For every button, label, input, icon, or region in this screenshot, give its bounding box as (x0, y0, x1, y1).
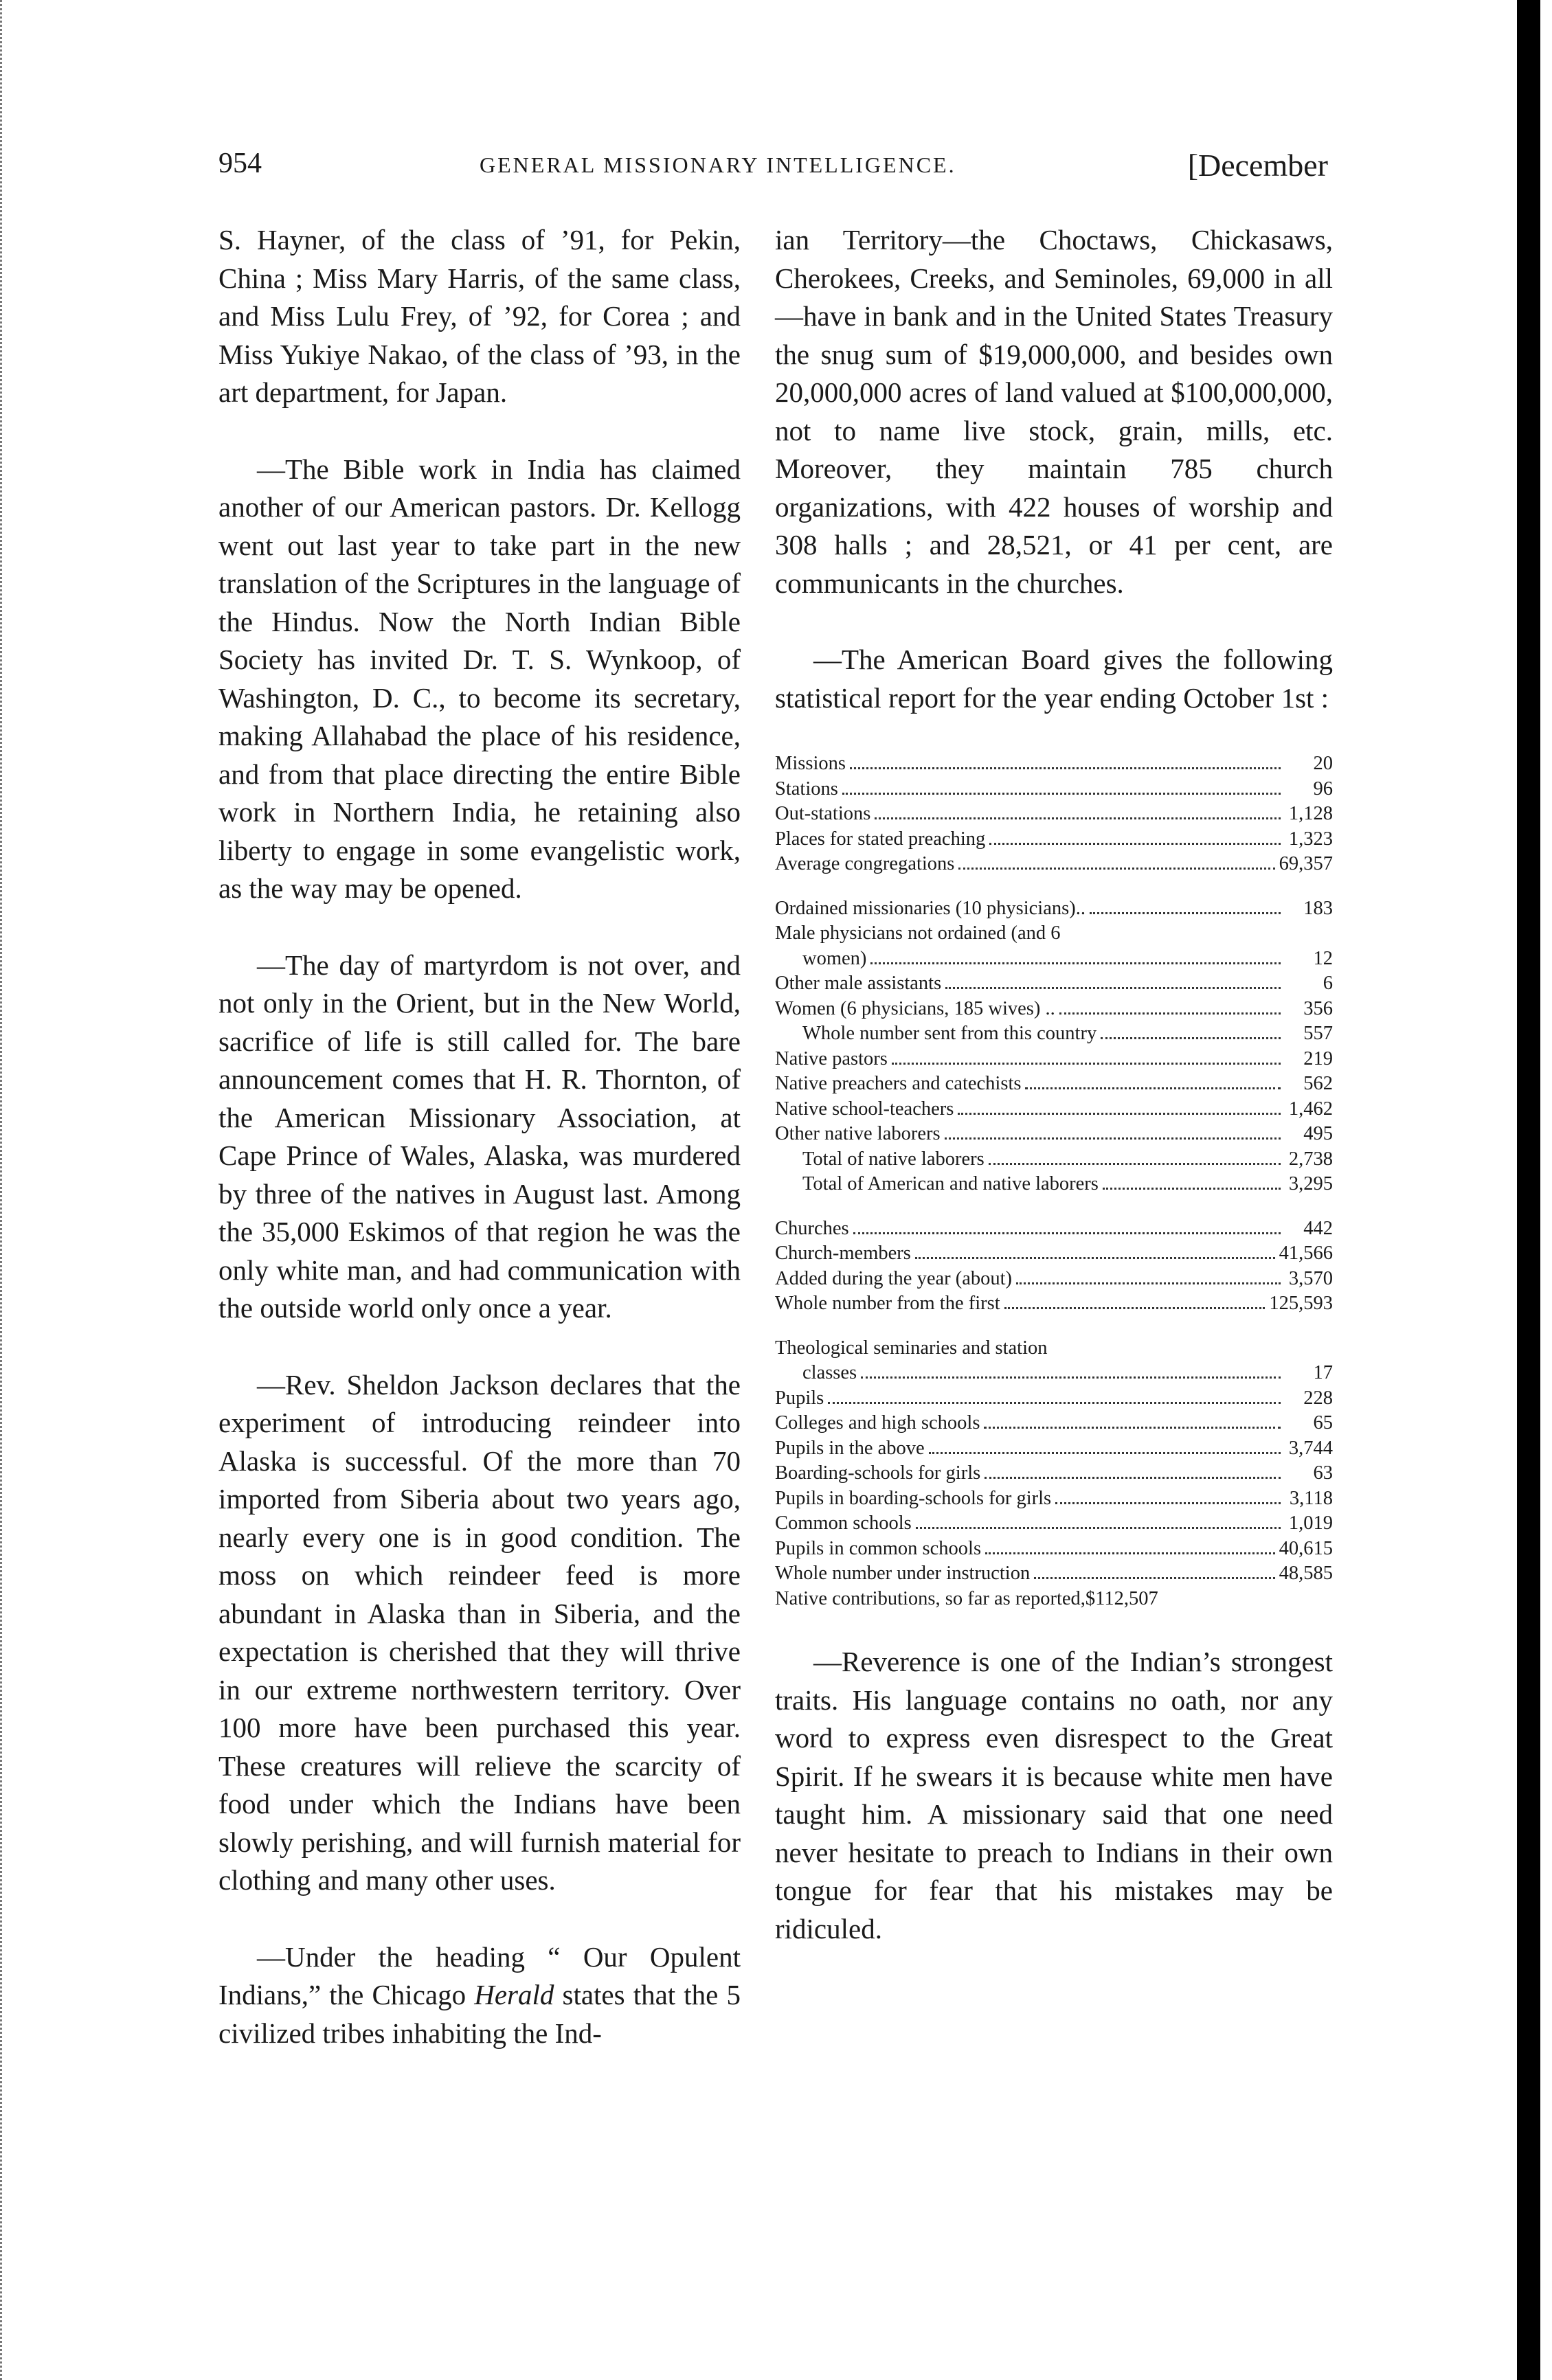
stat-value: 3,295 (1288, 1173, 1333, 1194)
stat-value: 356 (1303, 997, 1333, 1019)
stat-label: Native pastors (775, 1047, 888, 1069)
leader-dots (1034, 1577, 1274, 1579)
stat-row (775, 921, 1333, 947)
stat-value: 40,615 (1279, 1537, 1333, 1559)
stat-label: Average congregations (775, 853, 955, 874)
stat-value: 17 (1313, 1362, 1333, 1383)
stat-value: 219 (1303, 1047, 1333, 1069)
stat-row (775, 1122, 1333, 1147)
month-label: [December (1187, 148, 1328, 183)
stat-row (775, 1411, 1333, 1436)
stat-label: Colleges and high schools (775, 1412, 980, 1433)
leader-dots (1055, 1502, 1281, 1504)
stat-value: 562 (1303, 1073, 1333, 1094)
leader-dots (989, 843, 1281, 845)
stat-value: 69,357 (1279, 853, 1333, 874)
leader-dots (958, 868, 1274, 870)
stat-label-continued: women) (802, 947, 867, 969)
opulent-text-end: states that the 5 civilized tribes inhabiting the Ind- (218, 1979, 741, 2049)
stat-row (775, 827, 1333, 852)
paragraph-american-board: —The American Board gives the following statistical report for the year ending October 1st : (775, 644, 1333, 714)
leader-dots (1025, 1087, 1281, 1089)
stat-value: 3,118 (1289, 1487, 1333, 1509)
stat-row (775, 1072, 1333, 1097)
right-column (775, 221, 1333, 1948)
stat-label: Boarding-schools for girls (775, 1462, 981, 1484)
paragraph-opulent-indians (218, 1938, 741, 2053)
stat-row (775, 1172, 1333, 1197)
stat-value: 1,128 (1288, 803, 1333, 824)
leader-dots (842, 793, 1281, 795)
stat-row (775, 1386, 1333, 1412)
stats-group-laborers (775, 896, 1333, 1197)
stat-row (775, 997, 1333, 1022)
stat-label: Male physicians not ordained (and 6 (775, 922, 1061, 944)
stat-value: 41,566 (1279, 1243, 1333, 1264)
stats-group-schools (775, 1336, 1333, 1612)
stat-label: Whole number sent from this country (802, 1023, 1097, 1044)
stat-label: Ordained missionaries (10 physicians).. (775, 897, 1086, 919)
stat-row (775, 1291, 1333, 1317)
stat-label: Pupils in boarding-schools for girls (775, 1487, 1052, 1509)
leader-dots (958, 1113, 1281, 1115)
stat-label: Out-stations (775, 803, 871, 824)
leader-dots (875, 817, 1281, 819)
stat-label: Total of native laborers (802, 1148, 985, 1170)
stat-label: Women (6 physicians, 185 wives) .. (775, 997, 1055, 1019)
leader-dots (850, 767, 1281, 769)
stat-row (775, 802, 1333, 827)
stat-value: 12 (1313, 947, 1333, 969)
stat-row (775, 1561, 1333, 1587)
stat-row (775, 852, 1333, 877)
paragraph-reindeer: —Rev. Sheldon Jackson declares that the experiment of introducing reindeer into Alaska is successful. Of the more than 70 imported from Siberia about two years ago, nearly every one is in good condition. The moss on which reindeer feed is more abundant in Alaska than in Siberia, and the expectation is cherished that they will thrive in our extreme northwestern territory. Over 100 more have been purchased this year. These creatures will relieve the scarcity of food under which the Indians have been slowly perishing, and will furnish material for clothing and many other uses. (218, 1368, 741, 1896)
stat-value: 183 (1303, 897, 1333, 919)
paragraph-bible-work: —The Bible work in India has claimed another of our American pastors. Dr. Kellogg went out last year to take part in the new translation of the Scriptures in the language of the Hindus. Now the North Indian Bible Society has invited Dr. T. S. Wynkoop, of Washington, D. C., to become its secretary, making Allahabad the place of his residence, and from that place directing the entire Bible work in Northern India, he retaining also liberty to engage in some evangelistic work, as the way may be opened. (218, 453, 741, 904)
stats-group-missions (775, 751, 1333, 877)
stat-value: 65 (1313, 1412, 1333, 1433)
stat-row (775, 1461, 1333, 1486)
stat-label: Native preachers and catechists (775, 1073, 1022, 1094)
leader-dots (945, 1137, 1281, 1140)
stat-row (775, 1267, 1333, 1292)
stat-label: Other male assistants (775, 973, 942, 994)
stat-row (775, 1537, 1333, 1562)
leader-dots (945, 987, 1281, 989)
leader-dots (989, 1163, 1281, 1165)
leader-dots (985, 1552, 1275, 1554)
stat-label: Whole number from the first (775, 1293, 1000, 1314)
stat-row (775, 1361, 1333, 1386)
stat-row (775, 1097, 1333, 1122)
stat-label: Other native laborers (775, 1123, 941, 1144)
stat-value: 2,738 (1288, 1148, 1333, 1170)
leader-dots (1090, 912, 1281, 914)
page-header (218, 147, 1328, 195)
leader-dots (984, 1427, 1281, 1429)
stat-label: Pupils (775, 1387, 824, 1409)
stat-value: 3,570 (1288, 1267, 1333, 1289)
stat-row (775, 1436, 1333, 1462)
stat-row (775, 1336, 1333, 1361)
herald-italic: Herald (474, 1979, 554, 2010)
stat-value: 125,593 (1269, 1293, 1333, 1314)
statistical-report (775, 751, 1333, 1611)
leader-dots (853, 1232, 1281, 1234)
stat-row (775, 1486, 1333, 1512)
leader-dots (916, 1527, 1281, 1529)
stat-label: Church-members (775, 1243, 911, 1264)
stat-row (775, 1587, 1333, 1612)
stat-row (775, 1021, 1333, 1047)
binding-edge (0, 0, 12, 2380)
left-column (218, 221, 741, 2052)
stat-row (775, 777, 1333, 802)
stat-value: 1,019 (1288, 1512, 1333, 1534)
stat-row (775, 971, 1333, 997)
stat-value: 48,585 (1279, 1563, 1333, 1584)
stat-value: 1,462 (1288, 1098, 1333, 1120)
stat-label: Churches (775, 1217, 849, 1239)
leader-dots (892, 1063, 1281, 1065)
stat-value: 63 (1313, 1462, 1333, 1484)
leader-dots (861, 1376, 1281, 1379)
stat-label: Common schools (775, 1512, 912, 1534)
stat-label: Native contributions, so far as reported, (775, 1587, 1086, 1609)
leader-dots (985, 1477, 1281, 1479)
leader-dots (1004, 1307, 1266, 1309)
leader-dots (1016, 1282, 1281, 1284)
stat-label: Total of American and native laborers (802, 1173, 1099, 1194)
stat-label: Missions (775, 753, 846, 774)
stat-value: $112,507 (1085, 1587, 1158, 1609)
stat-label: Pupils in the above (775, 1437, 925, 1459)
stat-label: Stations (775, 778, 838, 800)
stat-label: Theological seminaries and station (775, 1337, 1048, 1359)
leader-dots (1059, 1012, 1281, 1015)
running-title: GENERAL MISSIONARY INTELLIGENCE. (480, 152, 956, 177)
stat-row (775, 947, 1333, 972)
stat-value: 1,323 (1288, 828, 1333, 850)
opulent-text-start: —Under the heading “ Our Opulent Indians,” the Chicago (218, 1940, 741, 2010)
stat-value: 442 (1303, 1217, 1333, 1239)
stat-value: 6 (1323, 973, 1333, 994)
stat-value: 228 (1303, 1387, 1333, 1409)
stat-value: 3,744 (1288, 1437, 1333, 1459)
stat-label: Places for stated preaching (775, 828, 986, 850)
leader-dots (929, 1452, 1281, 1454)
stat-row (775, 1147, 1333, 1172)
stat-row (775, 1216, 1333, 1242)
stat-row (775, 1047, 1333, 1072)
stat-row (775, 1241, 1333, 1267)
leader-dots (828, 1402, 1281, 1404)
paragraph-reverence: —Reverence is one of the Indian’s strongest traits. His language contains no oath, nor any word to express even disrespect to the Great Spirit. If he swears it is because white men have taught him. A missionary said that one need never hesitate to preach to Indians in their own tongue for fear that his mistakes may be ridiculed. (775, 1646, 1333, 1945)
stat-label-continued: classes (802, 1362, 857, 1383)
stat-value: 495 (1303, 1123, 1333, 1144)
stat-row (775, 751, 1333, 777)
stat-label: Native school-teachers (775, 1098, 954, 1120)
stat-row (775, 1511, 1333, 1537)
stat-value: 96 (1313, 778, 1333, 800)
paragraph-indian-territory: ian Territory—the Choctaws, Chickasaws, Cherokees, Creeks, and Seminoles, 69,000 in all—have in bank and in the United States Treasury the snug sum of $19,000,000, and besides own 20,000,000 acres of land valued at $100,000,000, not to name live stock, grain, mills, etc. Moreover, they maintain 785 church organizations, with 422 houses of worship and 308 halls ; and 28,521, or 41 per cent, are communicants in the churches. (775, 224, 1333, 599)
leader-dots (1103, 1188, 1281, 1190)
stat-value: 557 (1303, 1023, 1333, 1044)
stat-label: Whole number under instruction (775, 1563, 1031, 1584)
leader-dots (1101, 1037, 1281, 1039)
paragraph-hayner: S. Hayner, of the class of ’91, for Pekin, China ; Miss Mary Harris, of the same class, and Miss Lulu Frey, of ’92, for Corea ; and Miss Yukiye Nakao, of the class of ’93, in the art department, for Japan. (218, 224, 741, 408)
page-number: 954 (218, 148, 262, 179)
scan-edge-bar (1517, 0, 1540, 2380)
leader-dots (915, 1257, 1275, 1259)
stat-value: 20 (1313, 753, 1333, 774)
stat-row (775, 896, 1333, 922)
paragraph-martyrdom: —The day of martyrdom is not over, and not only in the Orient, but in the New World, sacrifice of life is still called for. The bare announcement comes that H. R. Thornton, of the American Missionary Association, at Cape Prince of Wales, Alaska, was murdered by three of the natives in August last. Among the 35,000 Eskimos of that region he was the only white man, and had communication with the outside world only once a year. (218, 949, 741, 1324)
stat-label: Added during the year (about) (775, 1267, 1013, 1289)
stats-group-churches (775, 1216, 1333, 1317)
leader-dots (870, 962, 1281, 964)
stat-label: Pupils in common schools (775, 1537, 982, 1559)
